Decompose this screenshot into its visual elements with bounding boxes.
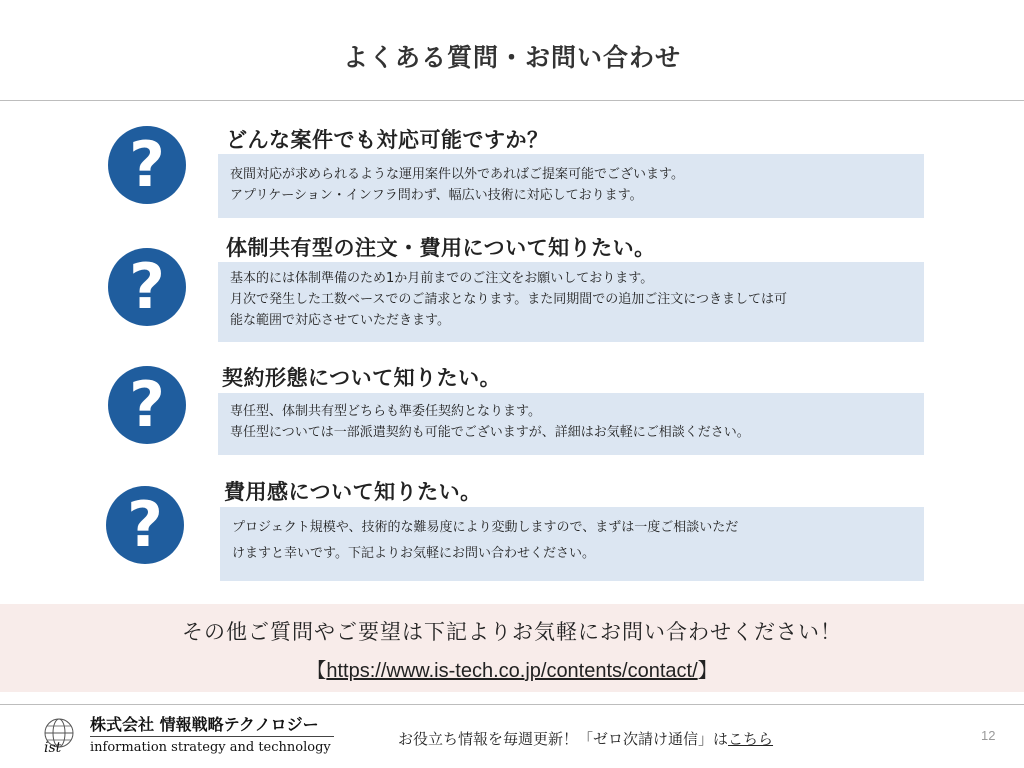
question-mark-icon: ? (106, 486, 184, 564)
faq-answer-1-line-1: 夜間対応が求められるような運用案件以外であればご提案可能でございます。 (230, 167, 684, 182)
logo-mark-text: ist (44, 740, 62, 754)
faq-question-1: どんな案件でも対応可能ですか？ (226, 128, 549, 152)
bracket-close: 】 (697, 660, 718, 682)
faq-answer-2-line-1: 基本的には体制準備のため1か月前までのご注文をお願いしております。 (230, 271, 654, 286)
company-name: 株式会社 情報戦略テクノロジー (90, 715, 319, 734)
faq-question-3: 契約形態について知りたい。 (222, 366, 502, 390)
newsletter-notice (398, 728, 773, 749)
faq-answer-4-line-2: けますと幸いです。下記よりお気軽にお問い合わせください。 (232, 546, 595, 561)
faq-answer-1 (218, 154, 924, 218)
faq-answer-3-line-2: 専任型については一部派遣契約も可能でございますが、詳細はお気軽にご相談ください。 (230, 425, 750, 440)
bracket-open: 【 (306, 660, 327, 682)
company-logo (40, 712, 340, 760)
faq-answer-2-line-3: 能な範囲で対応させていただきます。 (230, 313, 450, 328)
faq-answer-3-line-1: 専任型、体制共有型どちらも準委任契約となります。 (230, 404, 541, 419)
page-number: 12 (981, 728, 996, 743)
globe-logo-icon (40, 716, 78, 754)
contact-url-link[interactable]: https://www.is-tech.co.jp/contents/contact/ (326, 660, 698, 682)
faq-answer-2-line-2: 月次で発生した工数ベースでのご請求となります。また同期間での追加ご注文につきましては可 (230, 292, 788, 307)
question-mark-icon: ? (108, 366, 186, 444)
faq-answer-4-line-1: プロジェクト規模や、技術的な難易度により変動しますので、まずは一度ご相談いただ (232, 520, 739, 535)
question-mark-icon: ? (108, 248, 186, 326)
footer-divider (0, 704, 1024, 705)
faq-answer-3 (218, 393, 924, 455)
page-title: よくある質問・お問い合わせ (342, 43, 681, 72)
faq-question-2: 体制共有型の注文・費用について知りたい。 (226, 236, 656, 260)
faq-question-4: 費用感について知りたい。 (224, 480, 482, 504)
contact-link-line (0, 654, 1024, 683)
company-name-en: information strategy and technology (90, 740, 331, 755)
faq-answer-4 (220, 507, 924, 581)
title-divider (0, 100, 1024, 101)
newsletter-link[interactable]: こちら (728, 730, 774, 748)
contact-message: その他ご質問やご要望は下記よりお気軽にお問い合わせください！ (182, 620, 842, 644)
faq-answer-2 (218, 262, 924, 342)
newsletter-text: お役立ち情報を毎週更新！「ゼロ次請け通信」は (398, 730, 729, 748)
faq-answer-1-line-2: アプリケーション・インフラ問わず、幅広い技術に対応しております。 (230, 188, 643, 203)
logo-divider (90, 736, 334, 737)
question-mark-icon: ? (108, 126, 186, 204)
